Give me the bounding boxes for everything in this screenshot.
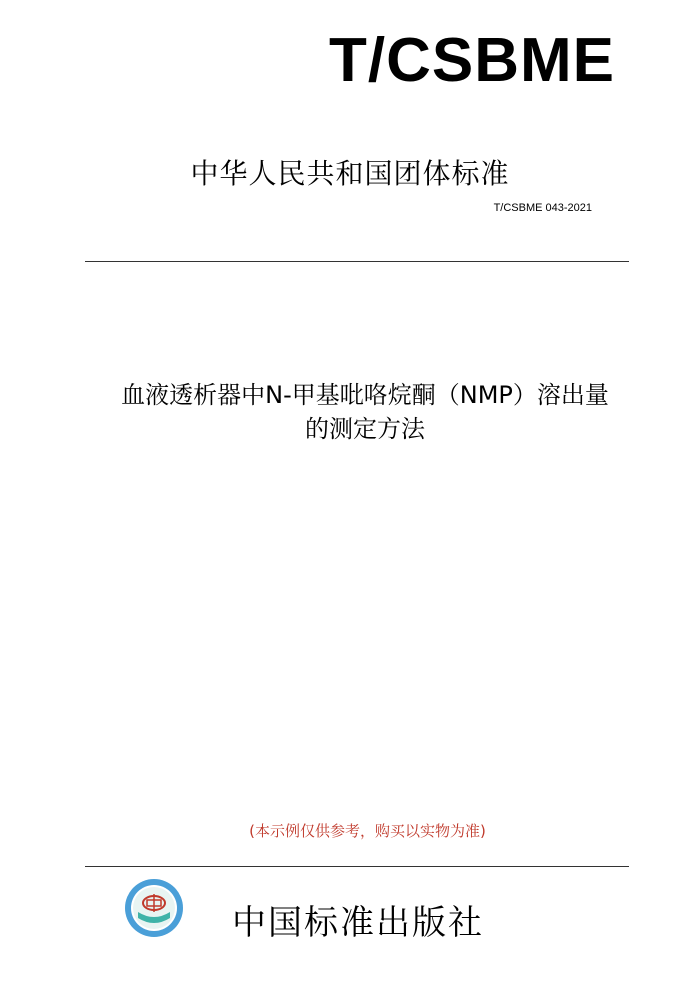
bottom-divider [85, 866, 629, 867]
standard-number: T/CSBME 043-2021 [493, 202, 592, 214]
standard-type-heading: 中华人民共和国团体标准 [190, 157, 510, 190]
standard-code-mark: T/CSBME [329, 26, 615, 95]
publisher-seal-icon [124, 878, 184, 938]
document-title-line-2: 的测定方法 [305, 415, 425, 443]
document-title-line-1: 血液透析器中N-甲基吡咯烷酮（NMP）溶出量 [121, 381, 609, 409]
publisher-name: 中国标准出版社 [232, 903, 484, 943]
top-divider [85, 261, 629, 262]
sample-note: (本示例仅供参考，购买以实物为准) [249, 822, 486, 840]
document-title [40, 378, 690, 446]
